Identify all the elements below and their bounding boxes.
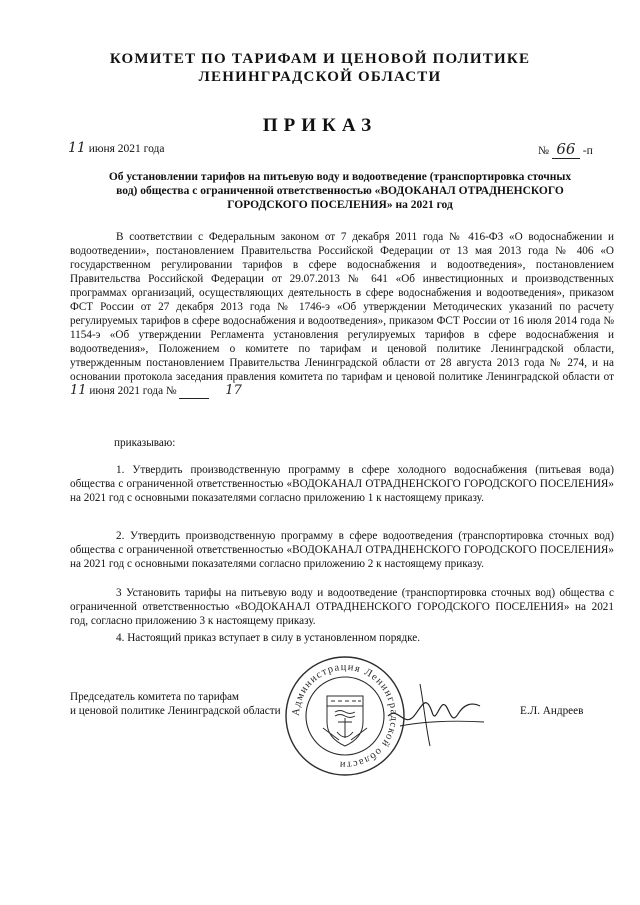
document-subject <box>70 170 610 212</box>
order-item-1: 1. Утвердить производственную программу в сфере холодного водоснабжения (питьевая вода) общества с ограниченной ответственностью «ВОДОКАНАЛ ОТРАДНЕНСКОГО ГОРОДСКОГО ПОСЕЛЕНИЯ» на 2021 год с основными показателями согласно приложению 1 к настоящему приказу. <box>70 464 614 504</box>
order-number <box>538 140 593 159</box>
doc-type-title: ПРИКАЗ <box>262 115 378 136</box>
order-item-2: 2. Утвердить производственную программу в сфере водоотведения (транспортировка сточных вод) общества с ограниченной ответственностью «ВОДОКАНАЛ ОТРАДНЕНСКОГО ГОРОДСКОГО ПОСЕЛЕНИЯ» на 2021 год с основными показателями согласно приложению 2 к настоящему приказу. <box>70 530 614 570</box>
signatory-position <box>70 690 281 718</box>
preamble-text: В соответствии с Федеральным законом от 7 декабря 2011 года № 416-ФЗ «О водоснабжении и водоотведении», постановлением Правительства Российской Федерации от 13 мая 2013 года № 406 «О государственном регулировании тарифов в сфере водоснабжения и водоотведения», постановлением Правительства Российской Федерации от 29.07.2013 № 641 «Об инвестиционных и производственных программах организаций, осуществляющих деятельность в сфере водоснабжения и водоотведения», приказом ФСТ России от 27 декабря 2013 года № 1746-э «Об утверждении Методических указаний по расчету регулируемых тарифов в сфере водоснабжения и водоотведения», приказом ФСТ России от 16 июля 2014 года № 1154-э «Об утверждении Регламента установления регулируемых тарифов в сфере водоснабжения и водоотведения», Положением о комитете по тарифам и ценовой политике Ленинградской области, утвержденным постановлением Правительства Ленинградской области от 28 августа 2013 года № 274, и на основании протокола заседания правления комитета по тарифам и ценовой политике Ленинградской области от <box>70 231 614 383</box>
signatory-position-line1: Председатель комитета по тарифам <box>70 691 240 703</box>
signatory-name: Е.Л. Андреев <box>520 705 584 717</box>
subject-line-3: ГОРОДСКОГО ПОСЕЛЕНИЯ» на 2021 год <box>227 199 453 211</box>
date-day-handwritten: 11 <box>68 140 86 156</box>
protocol-number-handwritten: 17 <box>179 384 209 399</box>
order-item-4: 4. Настоящий приказ вступает в силу в установленном порядке. <box>116 632 421 644</box>
committee-name-line2: ЛЕНИНГРАДСКОЙ ОБЛАСТИ <box>198 69 442 85</box>
preamble-paragraph <box>70 230 614 399</box>
date-rest: июня 2021 года <box>88 143 165 155</box>
number-value-handwritten: 66 <box>552 140 580 159</box>
signatory-position-line2: и ценовой политике Ленинградской области <box>70 705 281 717</box>
protocol-date-rest: июня 2021 года № <box>89 385 177 397</box>
protocol-day-handwritten: 11 <box>70 383 87 398</box>
order-item-3: 3 Установить тарифы на питьевую воду и водоотведение (транспортировка сточных вод) общества с ограниченной ответственностью «ВОДОКАНАЛ ОТРАДНЕНСКОГО ГОРОДСКОГО ПОСЕЛЕНИЯ» на 2021 год, согласно приложению 3 к настоящему приказу. <box>70 587 614 627</box>
subject-line-1: Об установлении тарифов на питьевую воду и водоотведение (транспортировка сточных <box>108 171 572 183</box>
seal-emblem <box>323 696 367 746</box>
committee-name-line1: КОМИТЕТ ПО ТАРИФАМ И ЦЕНОВОЙ ПОЛИТИКЕ <box>109 51 531 67</box>
number-suffix: -п <box>582 145 593 157</box>
order-verb: приказываю: <box>114 437 176 449</box>
svg-text:Администрация Ленинградской об: Администрация Ленинградской области <box>290 661 400 771</box>
number-prefix: № <box>538 145 549 157</box>
subject-line-2: вод) общества с ограниченной ответственностью «ВОДОКАНАЛ ОТРАДНЕНСКОГО <box>116 185 564 197</box>
handwritten-signature <box>380 676 490 748</box>
order-date <box>68 140 164 156</box>
